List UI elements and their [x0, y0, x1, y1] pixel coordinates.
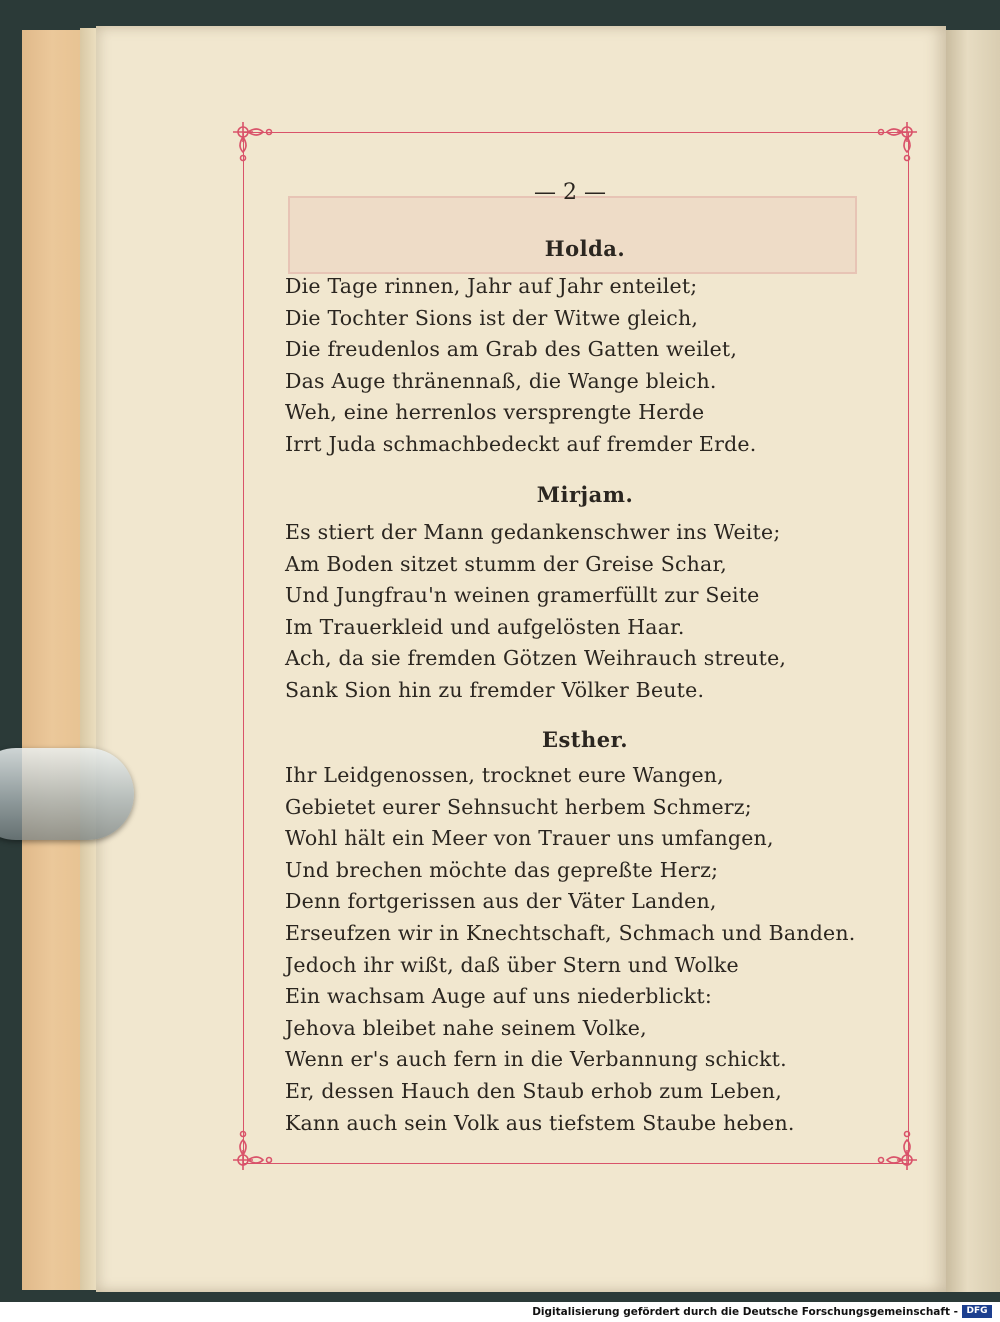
verse-line: Es stiert der Mann gedankenschwer ins Weite; [285, 520, 781, 544]
verse-line: Und brechen möchte das gepreßte Herz; [285, 857, 719, 882]
stanza-esther [285, 727, 885, 1139]
stanza-holda [285, 236, 885, 461]
verse-line: Das Auge thränennaß, die Wange bleich. [285, 368, 717, 393]
verse-line: Kann auch sein Volk aus tiefstem Staube heben. [285, 1110, 795, 1135]
corner-ornament-icon [231, 1128, 275, 1172]
verse-line: Die freudenlos am Grab des Gatten weilet, [285, 337, 738, 362]
funding-footer [0, 1302, 1000, 1322]
verse-line: Ein wachsam Auge auf uns niederblickt: [285, 984, 712, 1009]
verse-line: Die Tochter Sions ist der Witwe gleich, [285, 305, 699, 330]
verse-line: Jehova bleibet nahe seinem Volke, [285, 1015, 647, 1040]
verse-line: Erseufzen wir in Knechtschaft, Schmach und Banden. [285, 920, 856, 945]
page-number: — 2 — [534, 180, 606, 205]
verse-line: Ach, da sie fremden Götzen Weihrauch streute, [285, 646, 787, 671]
glass-page-clip [0, 748, 134, 840]
corner-ornament-icon [875, 120, 919, 164]
facing-page-edge [946, 30, 1000, 1292]
verse-line: Im Trauerkleid und aufgelösten Haar. [285, 614, 685, 639]
verse-line: Irrt Juda schmachbedeckt auf fremder Erde. [285, 431, 757, 456]
verse-line: Weh, eine herrenlos versprengte Herde [285, 400, 705, 425]
verse-line: Er, dessen Hauch den Staub erhob zum Leben, [285, 1078, 782, 1103]
verse-line: Denn fortgerissen aus der Väter Landen, [285, 889, 717, 914]
funding-notice: Digitalisierung gefördert durch die Deutsche Forschungsgemeinschaft - [532, 1306, 958, 1318]
verse-line: Wenn er's auch fern in die Verbannung schickt. [285, 1047, 787, 1072]
corner-ornament-icon [231, 120, 275, 164]
stanza-mirjam [285, 482, 885, 707]
verse-line: Und Jungfrau'n weinen gramerfüllt zur Seite [285, 583, 760, 608]
speaker-heading: Esther. [541, 727, 629, 752]
verse-line: Gebietet eurer Sehnsucht herbem Schmerz; [285, 794, 752, 819]
verse-line: Ihr Leidgenossen, trocknet eure Wangen, [285, 763, 724, 787]
verse-line: Am Boden sitzet stumm der Greise Schar, [285, 551, 727, 576]
dfg-logo-icon: DFG [962, 1305, 992, 1318]
speaker-heading: Holda. [544, 236, 626, 261]
verse-line: Jedoch ihr wißt, daß über Stern und Wolke [285, 952, 739, 977]
verse-line: Die Tage rinnen, Jahr auf Jahr enteilet; [285, 274, 698, 298]
speaker-heading: Mirjam. [536, 482, 634, 507]
verse-line: Sank Sion hin zu fremder Völker Beute. [285, 677, 705, 702]
verse-line: Wohl hält ein Meer von Trauer uns umfangen, [285, 826, 774, 851]
